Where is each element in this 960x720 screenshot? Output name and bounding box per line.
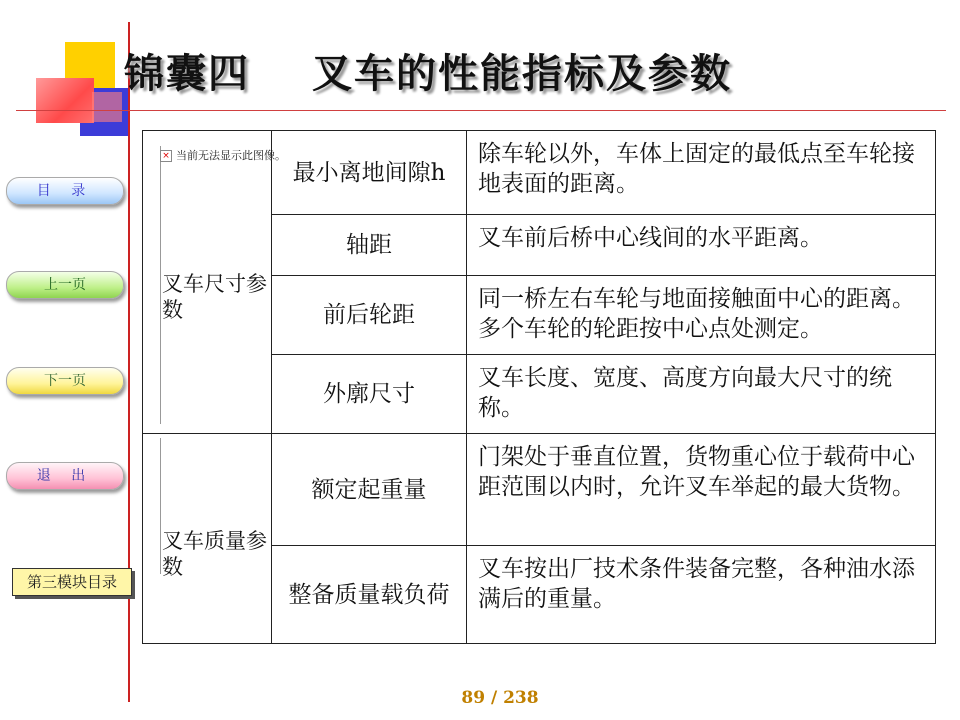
- desc-cell: 门架处于垂直位置，货物重心位于载荷中心距范围以内时，允许叉车举起的最大货物。: [467, 434, 936, 546]
- param-cell: 轴距: [272, 215, 467, 276]
- decor-vertical-line: [128, 22, 130, 702]
- nav-exit-button[interactable]: 退 出: [6, 462, 124, 490]
- param-cell: 整备质量载负荷: [272, 546, 467, 644]
- nav-prev-page-button[interactable]: 上一页: [6, 271, 124, 299]
- param-cell: 最小离地间隙h: [272, 131, 467, 215]
- decor-horizontal-line: [16, 110, 946, 111]
- desc-cell: 叉车长度、宽度、高度方向最大尺寸的统称。: [467, 355, 936, 434]
- broken-image-text: 当前无法显示此图像。: [176, 149, 286, 162]
- page-counter: 89 / 238: [461, 688, 539, 708]
- decor-pink-overlay: [92, 92, 122, 122]
- slide-title-right: 叉车的性能指标及参数: [312, 50, 732, 97]
- image-frame-line: [160, 146, 161, 424]
- desc-cell: 除车轮以外，车体上固定的最低点至车轮接地表面的距离。: [467, 131, 936, 215]
- nav-next-page-button[interactable]: 下一页: [6, 367, 124, 395]
- desc-cell: 叉车前后桥中心线间的水平距离。: [467, 215, 936, 276]
- param-cell: 额定起重量: [272, 434, 467, 546]
- image-frame-line: [160, 438, 161, 574]
- table-row: [143, 434, 936, 546]
- parameter-table: [142, 130, 936, 644]
- desc-cell: 同一桥左右车轮与地面接触面中心的距离。多个车轮的轮距按中心点处测定。: [467, 276, 936, 355]
- broken-image-icon: ×: [160, 150, 172, 162]
- desc-cell: 叉车按出厂技术条件装备完整，各种油水添满后的重量。: [467, 546, 936, 644]
- category-cell: 叉车尺寸参数: [143, 131, 272, 434]
- param-cell: 前后轮距: [272, 276, 467, 355]
- broken-image-placeholder: [160, 148, 284, 164]
- slide-title: [124, 46, 732, 102]
- slide-title-left: 锦囊四: [124, 50, 250, 97]
- nav-contents-button[interactable]: 目 录: [6, 177, 124, 205]
- table-row: [143, 131, 936, 215]
- param-cell: 外廓尺寸: [272, 355, 467, 434]
- module-contents-button[interactable]: 第三模块目录: [12, 568, 132, 596]
- category-cell: 叉车质量参数: [143, 434, 272, 644]
- decor-pink-square: [36, 78, 94, 123]
